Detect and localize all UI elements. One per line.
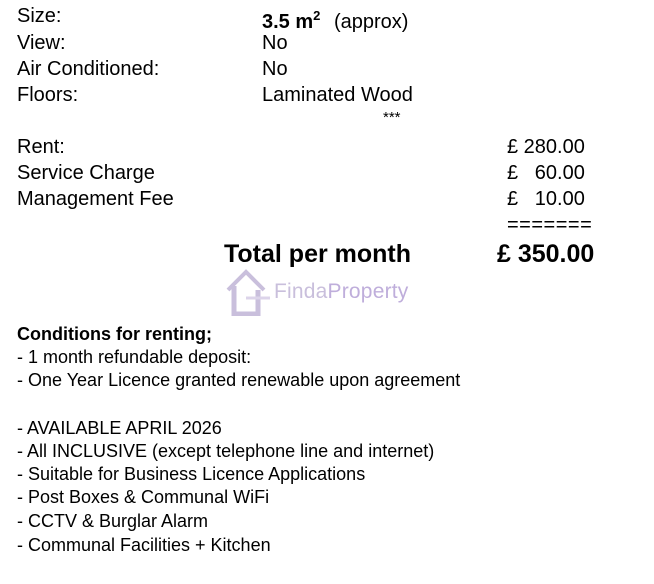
house-logo-icon bbox=[224, 268, 272, 316]
feature-item: - Post Boxes & Communal WiFi bbox=[17, 487, 270, 507]
findaproperty-watermark bbox=[224, 268, 409, 316]
size-note: (approx) bbox=[333, 11, 409, 33]
feature-item: - AVAILABLE APRIL 2026 bbox=[17, 418, 222, 438]
spec-label-view: View: bbox=[17, 32, 66, 54]
spec-label-floors: Floors: bbox=[17, 84, 79, 106]
feature-item: - Suitable for Business Licence Applications bbox=[17, 464, 366, 484]
spec-value-aircon: No bbox=[262, 58, 288, 80]
spec-label-size: Size: bbox=[17, 5, 62, 27]
total-label: Total per month bbox=[224, 240, 412, 268]
feature-item: - All INCLUSIVE (except telephone line and internet) bbox=[17, 441, 435, 461]
condition-item: - One Year Licence granted renewable upon agreement bbox=[17, 370, 461, 390]
charge-amount-service: £ 60.00 bbox=[507, 162, 585, 184]
spec-value-floors: Laminated Wood bbox=[262, 84, 413, 106]
spec-value-view: No bbox=[262, 32, 288, 54]
size-value: 3.5 m bbox=[262, 11, 314, 33]
spec-value-size bbox=[262, 5, 408, 33]
section-divider: *** bbox=[383, 109, 401, 126]
conditions-heading: Conditions for renting; bbox=[17, 324, 212, 344]
watermark-text-part2: Property bbox=[327, 280, 409, 303]
size-superscript: 2 bbox=[313, 8, 321, 23]
condition-item: - 1 month refundable deposit: bbox=[17, 347, 252, 367]
watermark-text-part1: Finda bbox=[274, 280, 328, 303]
watermark-text bbox=[274, 280, 409, 304]
charge-label-service: Service Charge bbox=[17, 162, 155, 184]
charge-amount-rent: £ 280.00 bbox=[507, 136, 585, 158]
charge-amount-management: £ 10.00 bbox=[507, 188, 585, 210]
spec-label-aircon: Air Conditioned: bbox=[17, 58, 160, 80]
feature-item: - Communal Facilities + Kitchen bbox=[17, 535, 271, 555]
charge-label-management: Management Fee bbox=[17, 188, 174, 210]
total-underline: ======= bbox=[507, 214, 593, 236]
charge-label-rent: Rent: bbox=[17, 136, 65, 158]
feature-item: - CCTV & Burglar Alarm bbox=[17, 511, 209, 531]
total-amount: £ 350.00 bbox=[497, 240, 595, 268]
